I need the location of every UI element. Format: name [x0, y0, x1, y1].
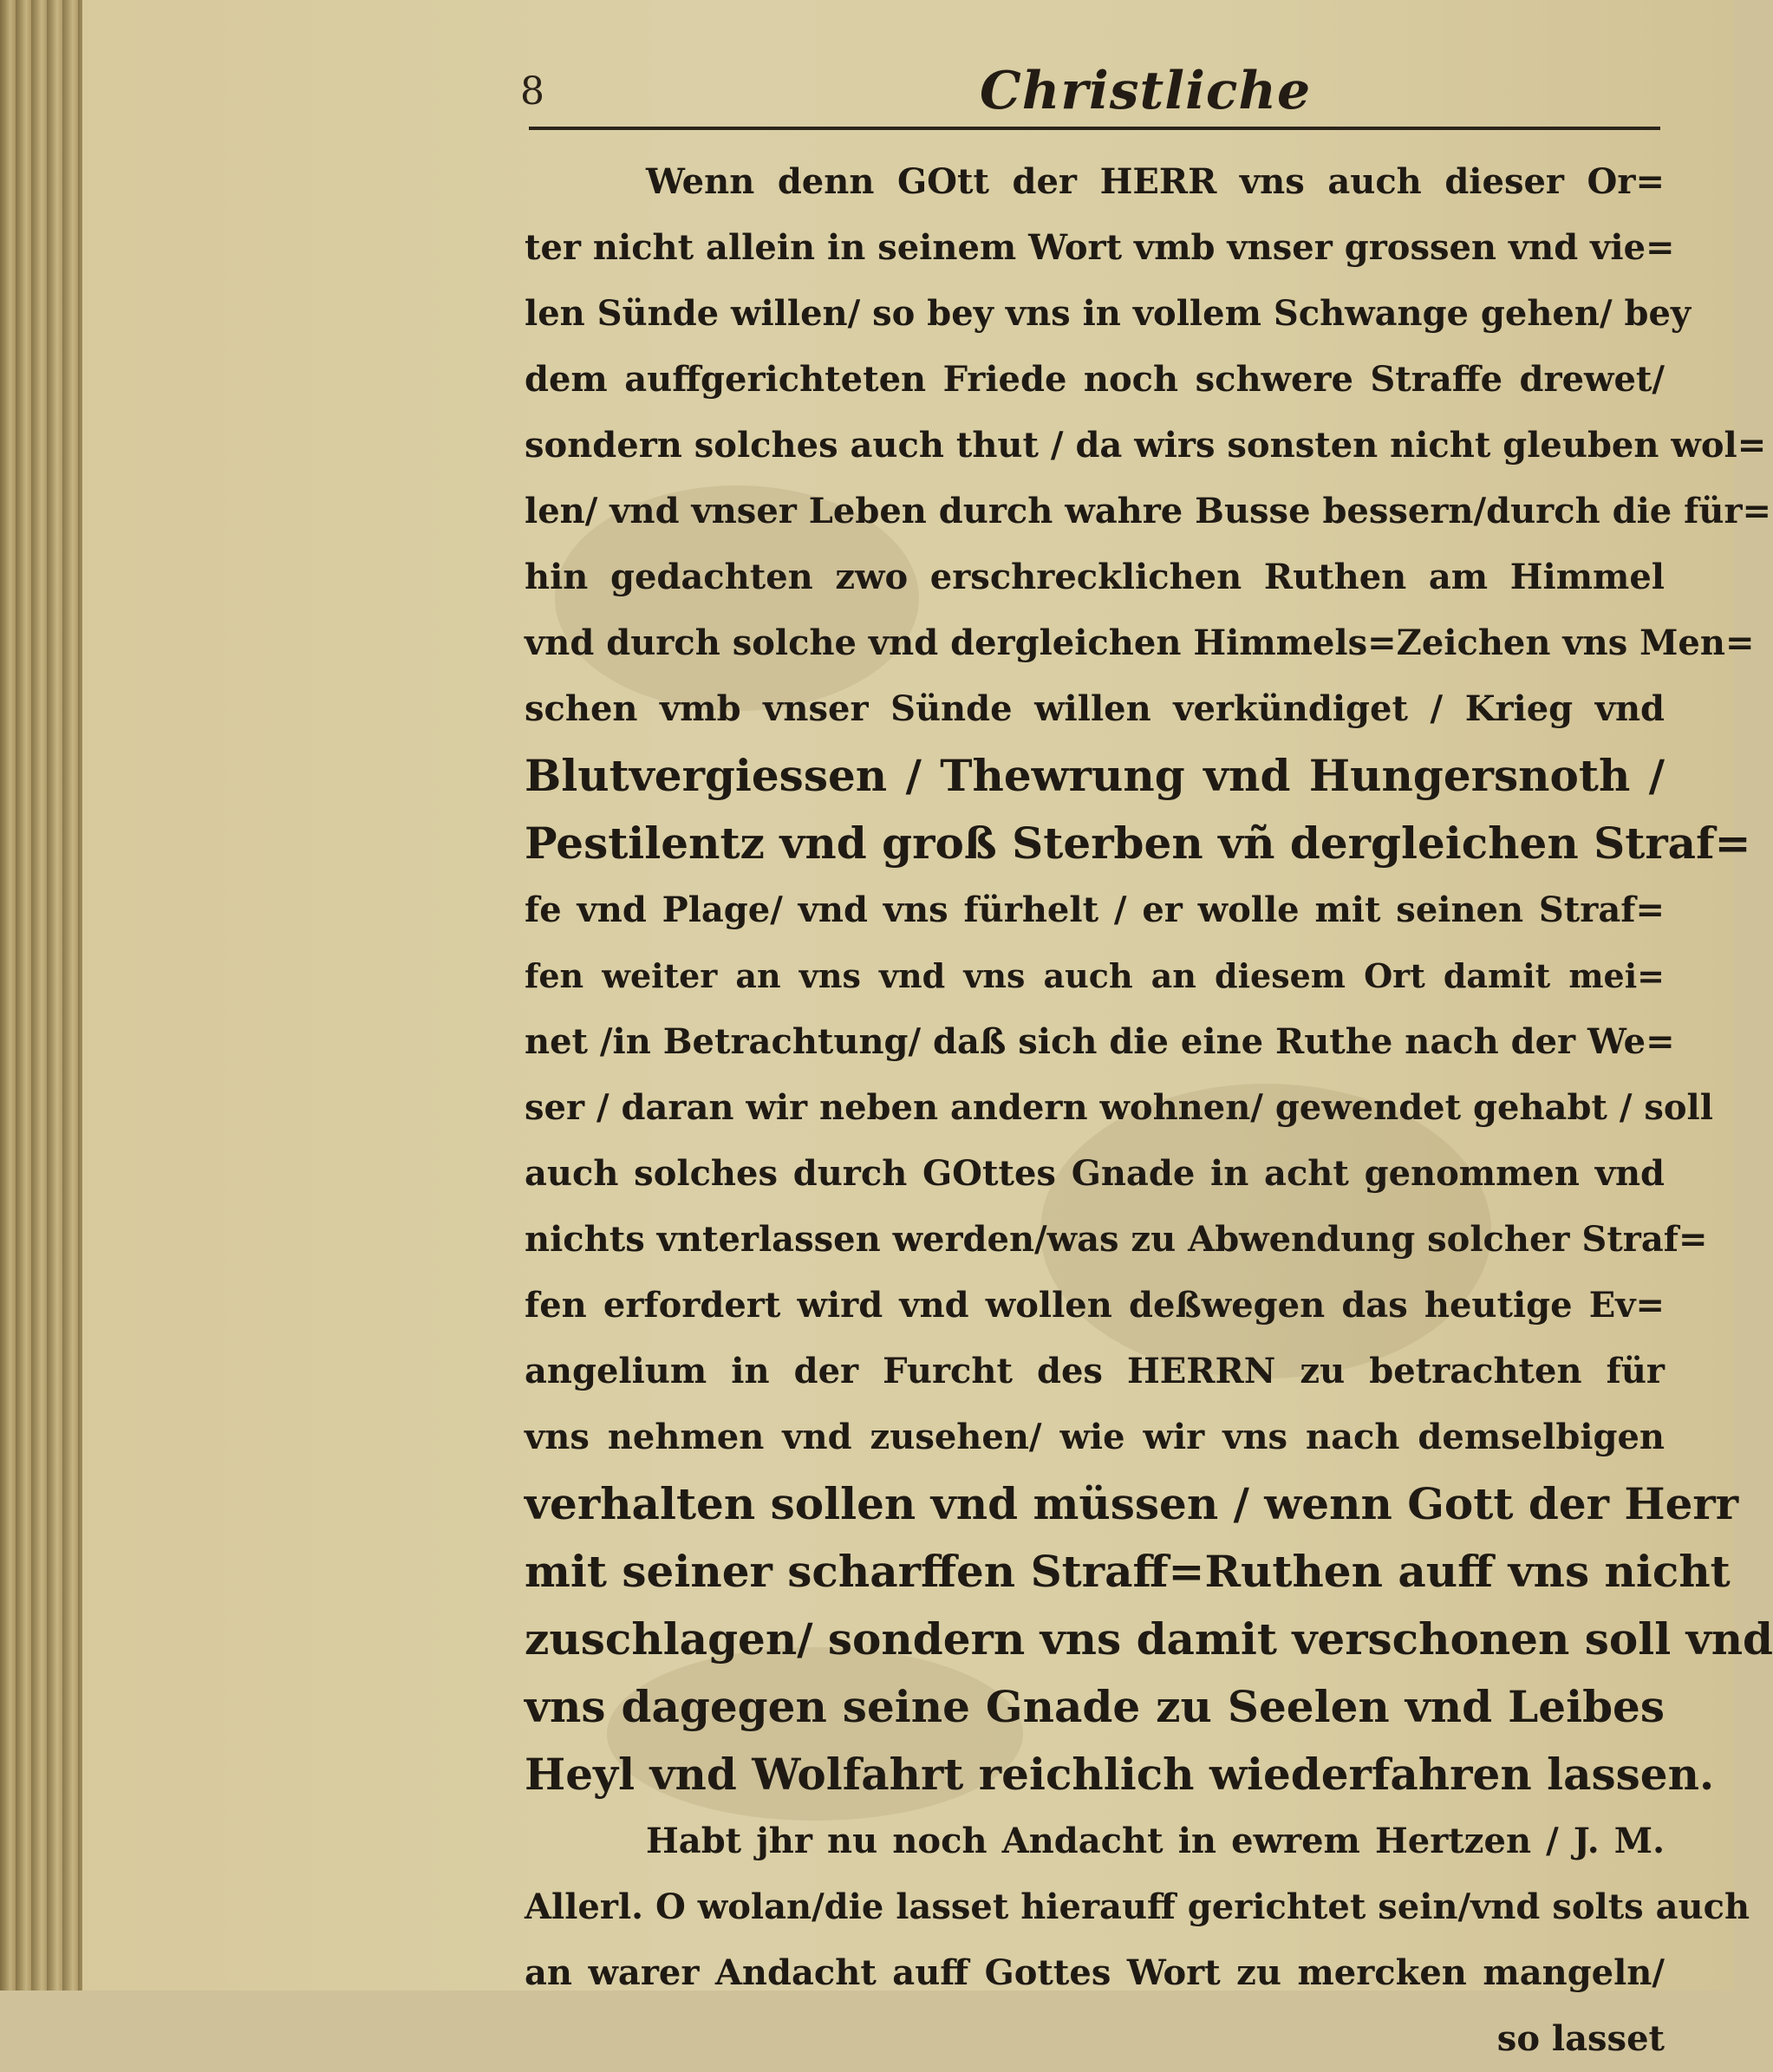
text-line: vnd durch solche vnd dergleichen Himmels=Zeichen vns Men= [525, 622, 1755, 663]
text-line: Heyl vnd Wolfahrt reichlich wiederfahren lassen. [525, 1749, 1715, 1800]
page-edge-stack [0, 0, 82, 1991]
text-line: schen vmb vnser Sünde willen verkündiget / Krieg vnd [525, 688, 1665, 729]
text-line: angelium in der Furcht des HERRN zu betrachten für [525, 1351, 1665, 1391]
text-line: len/ vnd vnser Leben durch wahre Busse bessern/durch die für= [525, 491, 1772, 531]
text-line: ter nicht allein in seinem Wort vmb vnser grossen vnd vie= [525, 227, 1675, 268]
text-line: verhalten sollen vnd müssen / wenn Gott der Herr [525, 1478, 1739, 1529]
text-line: Habt jhr nu noch Andacht in ewrem Hertzen / J. M. [646, 1821, 1665, 1861]
catchword: so lasset [1496, 2018, 1665, 2059]
text-line: fe vnd Plage/ vnd vns fürhelt / er wolle mit seinen Straf= [525, 889, 1665, 930]
text-line: vns dagegen seine Gnade zu Seelen vnd Leibes [525, 1681, 1665, 1732]
text-line: dem auffgerichteten Friede noch schwere Straffe drewet/ [525, 359, 1665, 400]
text-line: zuschlagen/ sondern vns damit verschonen soll vnd [525, 1613, 1773, 1665]
text-line: auch solches durch GOttes Gnade in acht genommen vnd [525, 1153, 1665, 1194]
text-line: hin gedachten zwo erschrecklichen Ruthen am Himmel [525, 557, 1665, 597]
running-head [520, 61, 1660, 130]
text-line: nichts vnterlassen werden/was zu Abwendung solcher Straf= [525, 1219, 1708, 1260]
text-line: Pestilentz vnd groß Sterben vñ dergleichen Straf= [525, 818, 1751, 869]
text-line: mit seiner scharffen Straff=Ruthen auff vns nicht [525, 1546, 1731, 1597]
text-line: Wenn denn GOtt der HERR vns auch dieser Or= [646, 161, 1665, 202]
text-line: len Sünde willen/ so bey vns in vollem Schwange gehen/ bey [525, 293, 1692, 334]
text-line: an warer Andacht auff Gottes Wort zu mercken mangeln/ [525, 1952, 1665, 1993]
header-rule [529, 127, 1660, 130]
text-line: Allerl. O wolan/die lasset hierauff gerichtet sein/vnd solts auch [525, 1886, 1750, 1927]
body-text [525, 149, 1773, 2072]
text-line: Blutvergiessen / Thewrung vnd Hungersnoth / [525, 750, 1665, 801]
text-line: fen weiter an vns vnd vns auch an diesem Ort damit mei= [525, 956, 1665, 995]
running-head-title: Christliche [980, 61, 1312, 121]
text-line: fen erfordert wird vnd wollen deßwegen das heutige Ev= [525, 1285, 1665, 1326]
text-line: ser / daran wir neben andern wohnen/ gewendet gehabt / soll [525, 1087, 1713, 1128]
text-line: vns nehmen vnd zusehen/ wie wir vns nach demselbigen [525, 1417, 1665, 1457]
page-number: 8 [520, 69, 544, 114]
text-line: net /in Betrachtung/ daß sich die eine Ruthe nach der We= [525, 1021, 1675, 1062]
text-line: sondern solches auch thut / da wirs sonsten nicht gleuben wol= [525, 425, 1767, 466]
